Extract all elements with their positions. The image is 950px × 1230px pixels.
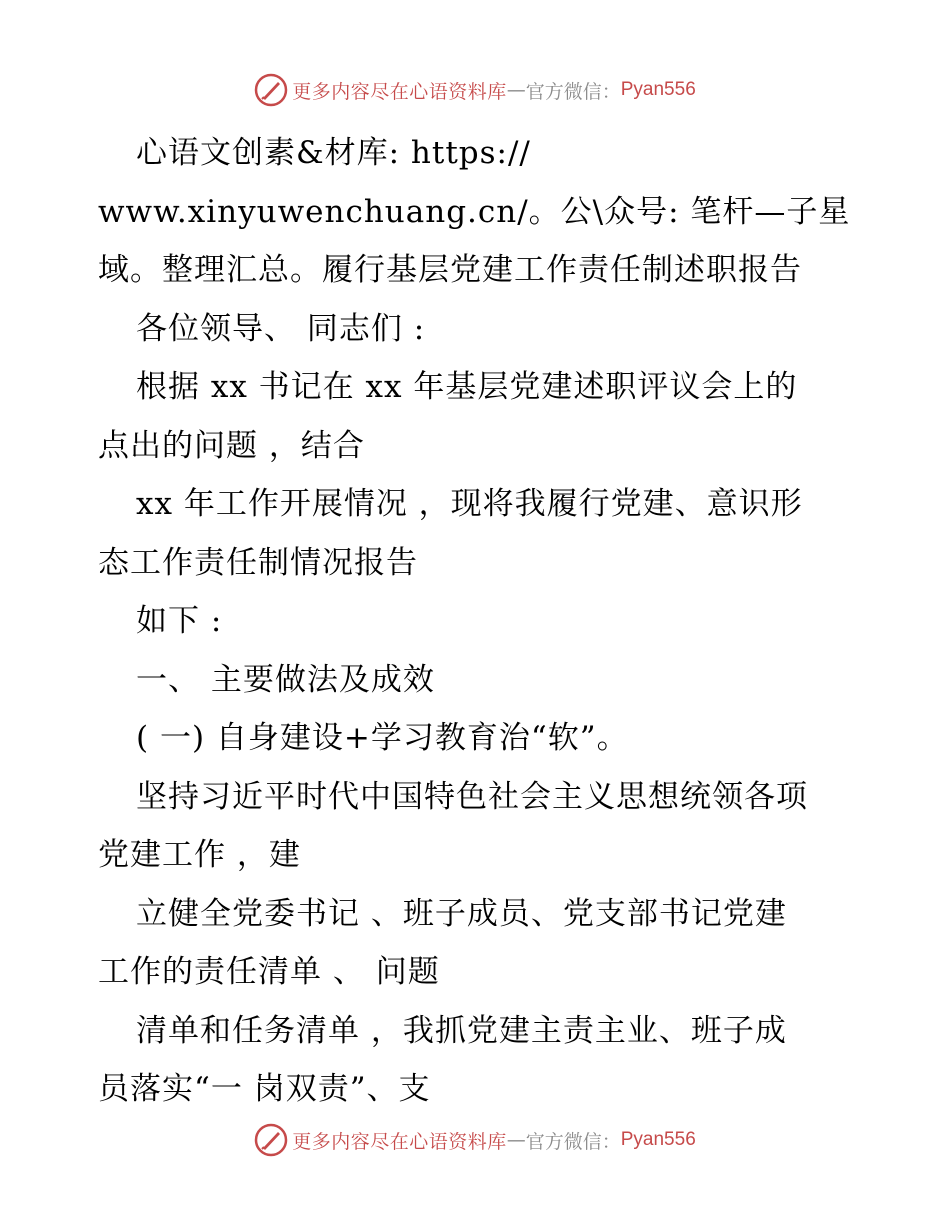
banner-official-label: 官方微信： — [525, 80, 621, 103]
body-line: 立健全党委书记 、班子成员、党支部书记党建 — [136, 895, 787, 932]
quill-logo-icon — [254, 1123, 288, 1157]
document-body — [98, 124, 858, 1119]
banner-separator: — — [506, 1129, 526, 1151]
body-line: 点出的问题 ，结合 — [98, 427, 365, 464]
subsection-heading: ( 一) 自身建设+学习教育治“软”。 — [136, 720, 629, 756]
body-line: 各位领导、 同志们 : — [136, 310, 426, 347]
body-line: 坚持习近平时代中国特色社会主义思想统领各项 — [136, 778, 808, 815]
banner-wechat-id: Pyan556 — [620, 79, 696, 100]
body-line: 党建工作 ，建 — [98, 837, 301, 873]
body-line: 清单和任务清单 ，我抓党建主责主业、班子成 — [136, 1012, 787, 1049]
section-heading: 一、 主要做法及成效 — [136, 661, 435, 698]
banner-separator: — — [506, 79, 526, 101]
body-line: 如下 : — [136, 603, 223, 639]
quill-logo-icon — [254, 73, 288, 107]
banner-wechat-id: Pyan556 — [620, 1129, 696, 1150]
body-line: 心语文创素&材库: https:// — [136, 135, 531, 171]
body-line: www.xinyuwenchuang.cn/。公\众号: 笔杆—子星 — [98, 193, 851, 230]
body-line: 工作的责任清单 、 问题 — [98, 954, 440, 990]
header-banner — [0, 70, 950, 110]
body-line: 员落实“一 岗双责”、支 — [98, 1071, 431, 1107]
banner-official-label: 官方微信： — [525, 1130, 621, 1153]
body-line: 态工作责任制情况报告 — [98, 544, 418, 581]
banner-brand: 更多内容尽在心语资料库 — [292, 80, 507, 103]
body-line: xx 年工作开展情况 ，现将我履行党建、意识形 — [136, 486, 803, 522]
body-line: 根据 xx 书记在 xx 年基层党建述职评议会上的 — [136, 369, 798, 405]
body-line: 域。整理汇总。履行基层党建工作责任制述职报告 — [98, 252, 802, 288]
footer-banner — [0, 1120, 950, 1160]
banner-brand: 更多内容尽在心语资料库 — [292, 1130, 507, 1153]
